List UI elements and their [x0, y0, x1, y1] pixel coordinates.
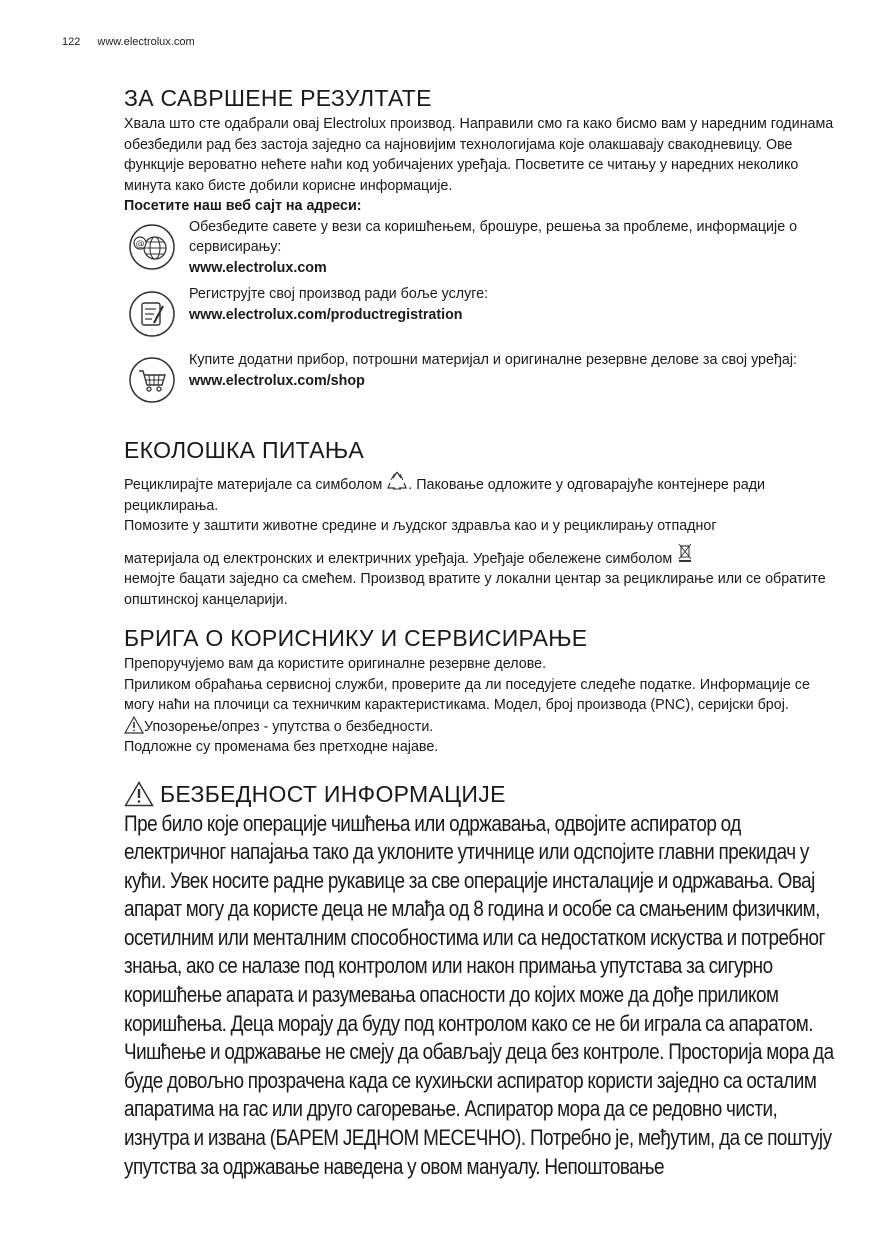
eco-weee-text-after: немојте бацати заједно са смећем. Производ вратите у локални центар за рециклирање или се обратите општинској канцеларији. — [124, 571, 826, 608]
intro-title: ЗА САВРШЕНЕ РЕЗУЛТАТЕ — [124, 85, 432, 111]
warning-icon — [124, 781, 154, 807]
care-notice-text: Подложне су променама без претходне најаве. — [124, 739, 439, 755]
eco-section — [124, 436, 834, 610]
safety-body: Пре било које операције чишћења или одржавања, одвојите аспиратор од електричног напајања тако да уклоните утичнице или одспојите главни прекидач у кући. Увек носите радне рукавице за све операције инсталације и одржавања. Овај апарат могу да користе деца не млађа од 8 година и особе са смањеним физичким, осетилним или менталним способностима или са недостатком искуства и потребног знања, ако се налазе под контролом или након примања упутстава за сигурно коришћење апарата и разумевања опасности до којих може да дође приликом коришћења. Деца морају да буду под контролом како се не би играла са апаратом. Чишћење и одржавање не смеју да обављају деца без контроле. Просторија мора да буде довољно прозрачена када се кухињски аспиратор користи заједно са осталим апаратима на гас или друго сагоревање. Аспиратор мора да се редовно чисти, изнутра и извана (БАРЕМ ЈЕДНОМ МЕСЕЧНО). Потребно је, међутим, да се поштују упутства за одржавање наведена у овом мануалу. Непоштовање — [124, 810, 834, 1179]
care-warning-label: Упозорење/опрез - упутства о безбедности. — [144, 718, 434, 735]
eco-weee-text — [124, 541, 834, 611]
web-item-shop-url[interactable]: www.electrolux.com/shop — [189, 372, 365, 389]
care-section — [124, 624, 834, 758]
eco-title: ЕКОЛОШКА ПИТАЊА — [124, 437, 365, 463]
web-item-shop-text: Купите додатни прибор, потрошни материјал и оригиналне резервне делове за свој уређај: — [189, 352, 798, 368]
svg-text:@: @ — [135, 239, 145, 249]
warning-icon — [124, 716, 144, 734]
eco-recycle-text — [124, 470, 834, 516]
site-url[interactable]: www.electrolux.com — [97, 36, 195, 48]
safety-section — [124, 780, 834, 1182]
web-item-registration-url[interactable]: www.electrolux.com/productregistration — [189, 306, 463, 323]
page-header — [62, 36, 195, 48]
safety-title — [124, 780, 834, 808]
web-item-registration — [124, 284, 834, 338]
web-heading: Посетите наш веб сајт на адреси: — [124, 198, 362, 214]
eco-weee-text-before: материјала од електронских и електричних уређаја. Уређаје обележене симболом — [124, 550, 673, 567]
care-service-text: Приликом обраћања сервисној служби, проверите да ли поседујете следеће податке. Информације се могу наћи на плочици са техничким карактеристикама. Модел, број производа (PNC), серијски број. — [124, 676, 810, 713]
intro-section — [124, 84, 834, 404]
web-item-support-url[interactable]: www.electrolux.com — [189, 259, 327, 276]
recycle-icon — [386, 470, 408, 492]
shopping-cart-icon — [128, 356, 176, 404]
page-number: 122 — [62, 36, 81, 48]
care-parts-text: Препоручујемо вам да користите оригиналне резервне делове. — [124, 656, 547, 672]
care-title: БРИГА О КОРИСНИКУ И СЕРВИСИРАЊЕ — [124, 625, 588, 651]
globe-at-icon — [128, 223, 176, 271]
web-item-support-text: Обезбедите савете у вези са коришћењем, брошуре, решења за проблеме, информације о сервисирању: — [189, 218, 798, 255]
eco-recycle-text-before: Рециклирајте материјале са симболом — [124, 477, 383, 493]
web-item-support — [124, 217, 834, 279]
web-item-shop — [124, 350, 834, 404]
page-content — [124, 84, 834, 1181]
care-warning-text — [124, 716, 834, 738]
eco-recycle-text-after: . Паковање одложите у одговарајуће контејнере ради рециклирања. — [124, 477, 766, 514]
crossed-bin-icon — [676, 541, 694, 563]
registration-form-icon — [128, 290, 176, 338]
safety-title-text: БЕЗБЕДНОСТ ИНФОРМАЦИЈЕ — [160, 780, 506, 807]
intro-body: Хвала што сте одабрали овај Electrolux производ. Направили смо га како бисмо вам у наредним годинама обезбедили рад без застоја заједно са најновијим технологијама које олакшавају свакодневицу. Ове функције вероватно нећете наћи код уобичајених уређаја. Посветите се читању у наредних неколико минута како бисте добили корисне информације. — [124, 116, 834, 194]
web-item-registration-text: Региструјте свој производ ради боље услуге: — [189, 286, 489, 302]
eco-protect-text: Помозите у заштити животне средине и људског здравља као и у рециклирању отпадног — [124, 518, 717, 534]
